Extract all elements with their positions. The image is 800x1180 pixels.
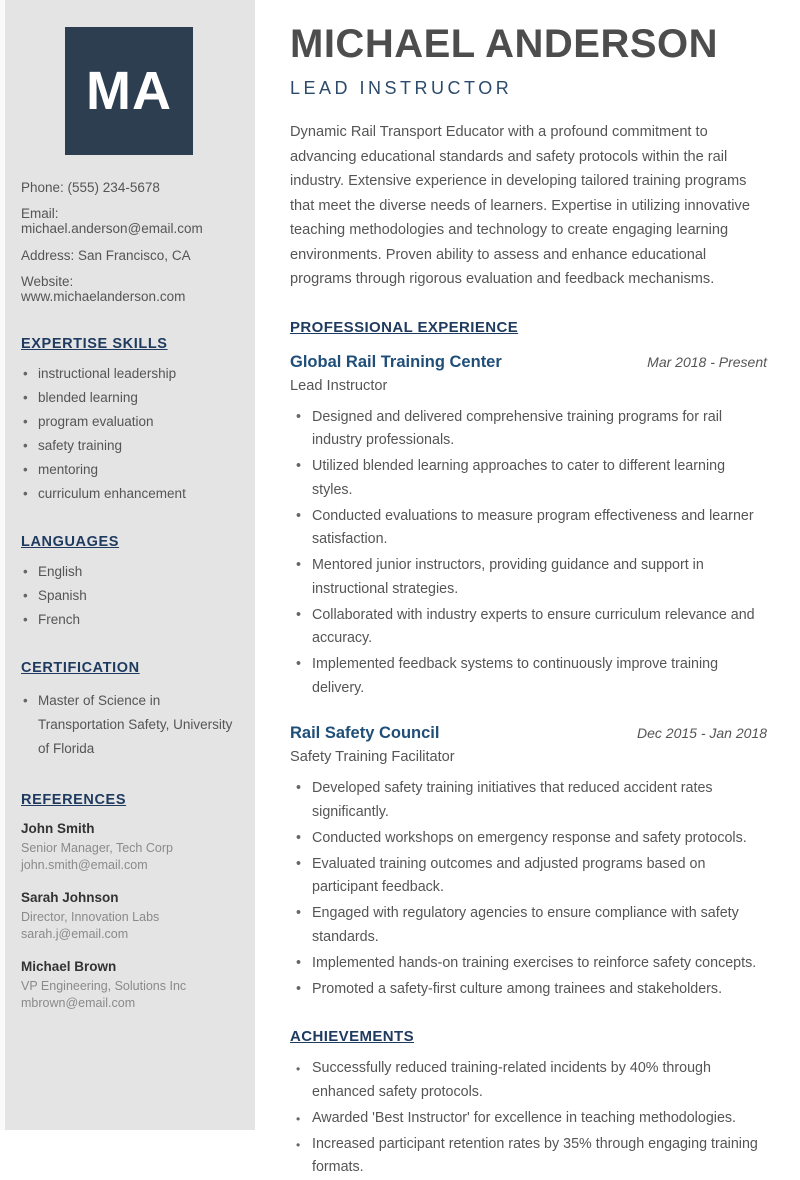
achievements-heading: ACHIEVEMENTS [290, 1028, 414, 1045]
reference [21, 821, 237, 874]
certification-heading: CERTIFICATION [21, 659, 140, 676]
reference-name: Sarah Johnson [21, 889, 119, 905]
job-bullet: • Implemented hands-on training exercises to reinforce safety concepts. [296, 952, 767, 976]
experience-heading: PROFESSIONAL EXPERIENCE [290, 318, 519, 336]
skill-item: • blended learning [21, 389, 237, 407]
achievements-list [290, 1057, 767, 1180]
references-heading: REFERENCES [21, 791, 127, 808]
job-dates: Mar 2018 - Present [647, 353, 767, 370]
reference-email: sarah.j@email.com [21, 926, 129, 941]
reference-name: Michael Brown [21, 958, 117, 974]
job-bullet-list [290, 406, 767, 701]
contact-address: Address: San Francisco, CA [21, 247, 191, 263]
language-item: • Spanish [21, 587, 237, 605]
achievement-bullet: • Awarded 'Best Instructor' for excellence in teaching methodologies. [296, 1107, 767, 1131]
job-role: Lead Instructor [290, 377, 388, 394]
reference-name: John Smith [21, 820, 95, 836]
reference-role: Senior Manager, Tech Corp [21, 840, 173, 855]
job-bullet: • Mentored junior instructors, providing guidance and support in instructional strategies. [296, 554, 767, 601]
job-bullet: • Collaborated with industry experts to ensure curriculum relevance and accuracy. [296, 604, 767, 651]
sidebar [0, 0, 255, 1130]
skill-item: • instructional leadership [21, 365, 237, 383]
achievement-bullet: • Successfully reduced training-related incidents by 40% through enhanced safety protocols. [296, 1057, 767, 1104]
skill-item: • safety training [21, 437, 237, 455]
languages-list [21, 563, 237, 629]
reference [21, 959, 237, 1012]
job-bullet: • Conducted workshops on emergency response and safety protocols. [296, 827, 767, 851]
job-company: Rail Safety Council [290, 724, 440, 742]
reference-email: john.smith@email.com [21, 857, 148, 872]
language-item: • French [21, 611, 237, 629]
language-item: • English [21, 563, 237, 581]
skills-list [21, 365, 237, 503]
skills-heading: EXPERTISE SKILLS [21, 335, 168, 352]
person-name: MICHAEL ANDERSON [290, 22, 719, 66]
job-bullet: • Engaged with regulatory agencies to ensure compliance with safety standards. [296, 902, 767, 949]
summary-paragraph: Dynamic Rail Transport Educator with a profound commitment to advancing educational standards and safety protocols within the rail industry. Extensive experience in developing tailored training programs that meet the diverse needs of learners. Expertise in utilizing innovative teaching methodologies and technology to create engaging learning environments. Proven ability to assess and enhance educational programs through rigorous evaluation and feedback mechanisms. [290, 124, 750, 287]
skill-item: • program evaluation [21, 413, 237, 431]
contact-website: Website: www.michaelanderson.com [21, 273, 186, 304]
contact-email: Email: michael.anderson@email.com [21, 206, 203, 237]
job-bullet: • Conducted evaluations to measure program effectiveness and learner satisfaction. [296, 505, 767, 552]
certification-item: • Master of Science in Transportation Safety, University of Florida [21, 689, 237, 761]
job-dates: Dec 2015 - Jan 2018 [637, 725, 767, 741]
skill-item: • mentoring [21, 461, 237, 479]
achievement-bullet: • Increased participant retention rates by 35% through engaging training formats. [296, 1133, 767, 1180]
person-title: LEAD INSTRUCTOR [290, 78, 513, 98]
reference [21, 890, 237, 943]
job-role: Safety Training Facilitator [290, 749, 455, 765]
avatar [65, 27, 193, 155]
job-bullet-list [290, 777, 767, 1001]
job-header [290, 724, 767, 743]
main-content [255, 0, 800, 1175]
job-bullet: • Designed and delivered comprehensive training programs for rail industry professionals. [296, 406, 767, 453]
job-bullet: • Utilized blended learning approaches to cater to different learning styles. [296, 455, 767, 502]
job-entry [290, 724, 767, 1001]
job-company: Global Rail Training Center [290, 352, 502, 371]
reference-email: mbrown@email.com [21, 995, 136, 1010]
languages-heading: LANGUAGES [21, 533, 120, 550]
certification-list [21, 689, 237, 761]
contact-phone: Phone: (555) 234-5678 [21, 180, 160, 195]
reference-role: VP Engineering, Solutions Inc [21, 978, 187, 993]
job-bullet: • Implemented feedback systems to continuously improve training delivery. [296, 653, 767, 700]
job-header [290, 353, 767, 372]
job-bullet: • Evaluated training outcomes and adjusted programs based on participant feedback. [296, 853, 767, 900]
job-bullet: • Developed safety training initiatives that reduced accident rates significantly. [296, 777, 767, 824]
reference-role: Director, Innovation Labs [21, 909, 160, 924]
job-bullet: • Promoted a safety-first culture among trainees and stakeholders. [296, 978, 767, 1002]
avatar-initials: MA [86, 61, 172, 121]
job-entry [290, 353, 767, 701]
skill-item: • curriculum enhancement [21, 485, 237, 503]
